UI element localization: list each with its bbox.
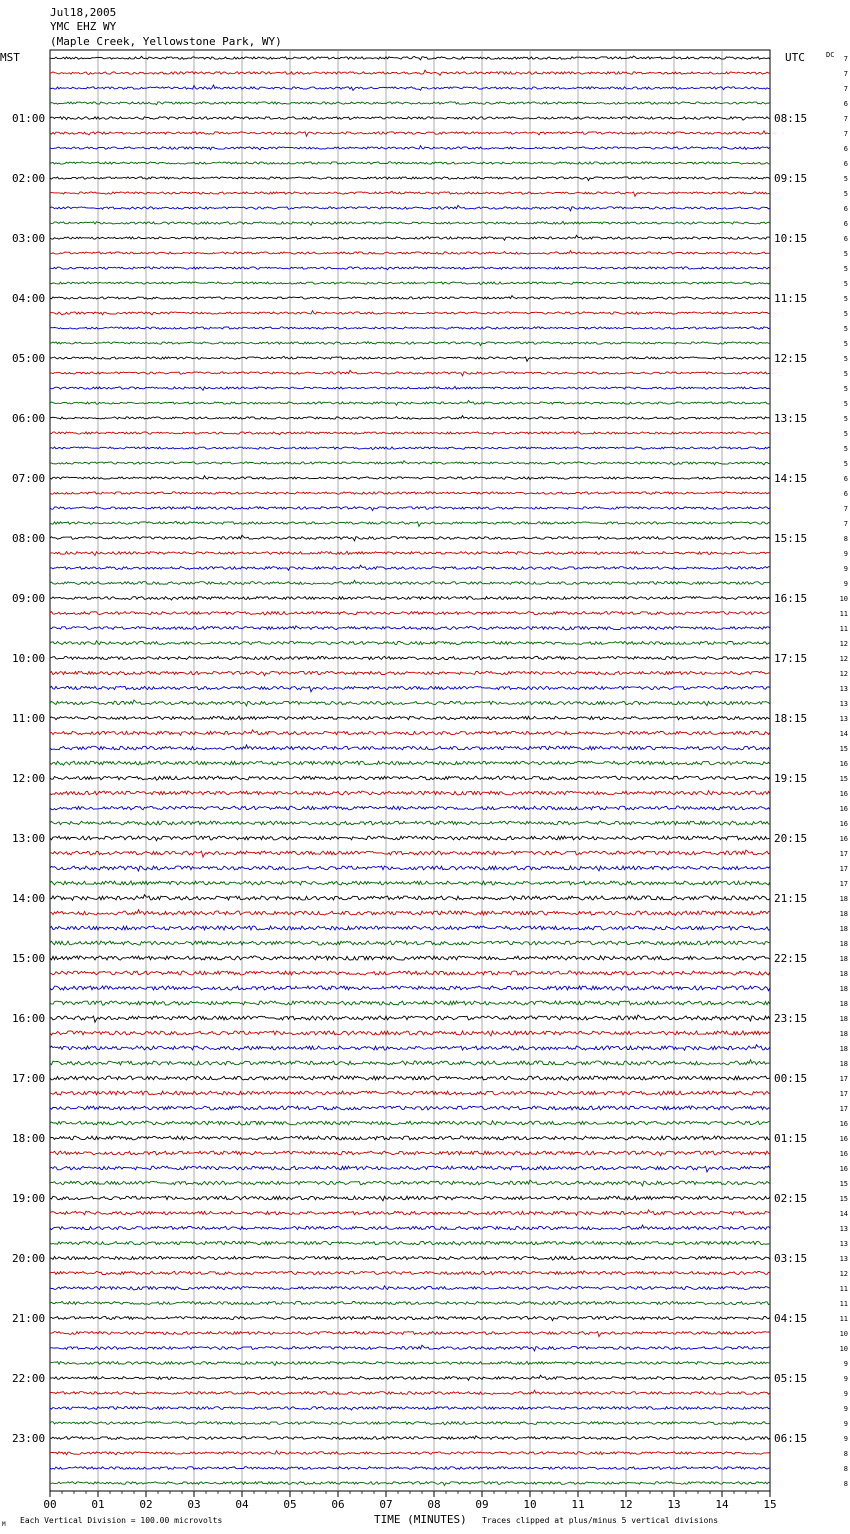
left-time-labels xyxy=(12,112,45,1445)
dc-offset-label: 15 xyxy=(839,775,848,783)
dc-offset-label: 5 xyxy=(843,190,848,198)
left-hour-label: 10:00 xyxy=(12,652,46,665)
scale-note: Each Vertical Division = 100.00 microvolts xyxy=(20,1516,223,1525)
seismogram-trace xyxy=(50,1436,770,1440)
left-hour-label: 09:00 xyxy=(12,592,46,605)
seismogram-trace xyxy=(50,881,770,885)
seismogram-trace xyxy=(50,1422,770,1425)
seismogram-trace xyxy=(50,1106,770,1110)
x-tick-label: 15 xyxy=(763,1498,777,1511)
left-hour-label: 20:00 xyxy=(12,1252,46,1265)
seismogram-trace xyxy=(50,1467,770,1470)
dc-offset-label: 9 xyxy=(843,1435,848,1443)
seismogram-trace xyxy=(50,745,770,750)
right-hour-label: 08:15 xyxy=(774,112,808,125)
dc-offset-label: 15 xyxy=(839,1195,848,1203)
header-date: Jul18,2005 xyxy=(50,6,117,19)
dc-offset-label: 16 xyxy=(839,1150,848,1158)
right-hour-label: 03:15 xyxy=(774,1252,808,1265)
header-location: (Maple Creek, Yellowstone Park, WY) xyxy=(50,35,282,48)
left-hour-label: 13:00 xyxy=(12,832,46,845)
dc-offset-label: 12 xyxy=(839,670,848,678)
seismogram-trace xyxy=(50,1031,770,1036)
dc-offset-label: 5 xyxy=(843,250,848,258)
dc-offset-label: 17 xyxy=(839,1075,848,1083)
seismogram-trace xyxy=(50,221,770,225)
seismogram-trace xyxy=(50,686,770,692)
dc-offset-label: 6 xyxy=(843,220,848,228)
right-hour-label: 10:15 xyxy=(774,232,808,245)
x-tick-label: 01 xyxy=(91,1498,105,1511)
dc-offset-label: 9 xyxy=(843,1405,848,1413)
seismogram-trace xyxy=(50,1375,770,1380)
seismogram-trace xyxy=(50,971,770,975)
dc-offset-label: 9 xyxy=(843,550,848,558)
dc-offset-label: 9 xyxy=(843,1360,848,1368)
x-tick-label: 03 xyxy=(187,1498,201,1511)
dc-offset-label: 16 xyxy=(839,1120,848,1128)
left-hour-label: 04:00 xyxy=(12,292,46,305)
right-hour-label: 20:15 xyxy=(774,832,808,845)
seismogram-trace xyxy=(50,626,770,630)
seismogram-trace xyxy=(50,1076,770,1080)
dc-offset-label: 8 xyxy=(843,1450,848,1458)
x-tick-label: 13 xyxy=(667,1498,681,1511)
right-hour-label: 15:15 xyxy=(774,532,808,545)
left-hour-label: 19:00 xyxy=(12,1192,46,1205)
dc-offset-label: 13 xyxy=(839,1240,848,1248)
dc-offset-label: 18 xyxy=(839,1015,848,1023)
seismogram-trace xyxy=(50,791,770,795)
seismogram-trace xyxy=(50,370,770,376)
dc-offset-label: 11 xyxy=(839,610,848,618)
left-hour-label: 12:00 xyxy=(12,772,46,785)
seismogram-trace xyxy=(50,1256,770,1260)
dc-offset-label: 9 xyxy=(843,580,848,588)
seismogram-trace xyxy=(50,1151,770,1156)
seismogram-trace xyxy=(50,177,770,181)
seismogram-trace xyxy=(50,565,770,570)
seismogram-trace xyxy=(50,1045,770,1051)
seismogram-trace xyxy=(50,1136,770,1140)
seismogram-trace xyxy=(50,356,770,361)
dc-offset-label: 18 xyxy=(839,910,848,918)
right-hour-label: 00:15 xyxy=(774,1072,808,1085)
x-axis xyxy=(43,1491,776,1511)
left-hour-label: 08:00 xyxy=(12,532,46,545)
seismogram-trace xyxy=(50,716,770,720)
seismogram-trace xyxy=(50,1001,770,1005)
dc-offset-label: 7 xyxy=(843,55,848,63)
seismogram-trace xyxy=(50,761,770,765)
dc-offset-label: 5 xyxy=(843,265,848,273)
seismogram-trace xyxy=(50,597,770,600)
left-hour-label: 22:00 xyxy=(12,1372,46,1385)
left-hour-label: 11:00 xyxy=(12,712,46,725)
dc-offset-label: 11 xyxy=(839,1285,848,1293)
dc-offset-label: 13 xyxy=(839,700,848,708)
x-tick-label: 06 xyxy=(331,1498,345,1511)
seismogram-trace xyxy=(50,117,770,120)
left-hour-label: 01:00 xyxy=(12,112,46,125)
seismogram-trace xyxy=(50,1180,770,1186)
x-tick-label: 08 xyxy=(427,1498,441,1511)
x-tick-label: 04 xyxy=(235,1498,249,1511)
right-hour-label: 22:15 xyxy=(774,952,808,965)
dc-offset-label: 11 xyxy=(839,1315,848,1323)
dc-offset-label: 7 xyxy=(843,85,848,93)
dc-offset-label: 6 xyxy=(843,490,848,498)
seismogram-trace xyxy=(50,1331,770,1336)
dc-offset-label: 5 xyxy=(843,310,848,318)
dc-offset-label: 6 xyxy=(843,145,848,153)
left-hour-label: 14:00 xyxy=(12,892,46,905)
seismogram-trace xyxy=(50,386,770,390)
right-hour-label: 18:15 xyxy=(774,712,808,725)
dc-offset-label: 5 xyxy=(843,415,848,423)
dc-offset-label: 15 xyxy=(839,1180,848,1188)
dc-offset-labels xyxy=(840,55,848,1488)
seismogram-trace xyxy=(50,700,770,706)
dc-offset-label: 5 xyxy=(843,400,848,408)
dc-offset-label: 18 xyxy=(839,970,848,978)
dc-offset-label: 11 xyxy=(839,1300,848,1308)
dc-offset-label: 15 xyxy=(839,745,848,753)
seismogram-trace xyxy=(50,102,770,105)
right-hour-label: 21:15 xyxy=(774,892,808,905)
right-hour-label: 23:15 xyxy=(774,1012,808,1025)
seismogram-trace xyxy=(50,476,770,480)
x-tick-label: 02 xyxy=(139,1498,153,1511)
dc-offset-label: 5 xyxy=(843,340,848,348)
dc-offset-label: 9 xyxy=(843,1420,848,1428)
dc-offset-label: 18 xyxy=(839,1045,848,1053)
seismogram-trace xyxy=(50,521,770,526)
seismogram-trace xyxy=(50,267,770,270)
seismogram-trace xyxy=(50,1317,770,1321)
left-hour-label: 03:00 xyxy=(12,232,46,245)
dc-offset-label: 9 xyxy=(843,565,848,573)
seismogram-trace xyxy=(50,251,770,255)
right-hour-label: 09:15 xyxy=(774,172,808,185)
seismogram-trace xyxy=(50,866,770,871)
seismogram-trace xyxy=(50,671,770,675)
seismogram-trace xyxy=(50,1271,770,1275)
dc-offset-label: 7 xyxy=(843,505,848,513)
trace-group xyxy=(50,56,770,1486)
left-hour-label: 05:00 xyxy=(12,352,46,365)
grid-lines xyxy=(50,50,770,1491)
left-axis-title: MST xyxy=(0,51,20,64)
right-hour-label: 19:15 xyxy=(774,772,808,785)
dc-offset-label: 14 xyxy=(839,1210,848,1218)
seismogram-trace xyxy=(50,492,770,494)
seismogram-trace xyxy=(50,1241,770,1245)
right-hour-label: 02:15 xyxy=(774,1192,808,1205)
dc-offset-label: 13 xyxy=(839,685,848,693)
left-hour-label: 07:00 xyxy=(12,472,46,485)
seismogram-trace xyxy=(50,641,770,645)
dc-offset-label: 8 xyxy=(843,1465,848,1473)
right-hour-label: 06:15 xyxy=(774,1432,808,1445)
dc-offset-label: 16 xyxy=(839,760,848,768)
seismogram-trace xyxy=(50,342,770,346)
seismogram-trace xyxy=(50,850,770,857)
seismogram-trace xyxy=(50,1286,770,1290)
left-hour-label: 23:00 xyxy=(12,1432,46,1445)
seismogram-trace xyxy=(50,895,770,901)
right-hour-label: 04:15 xyxy=(774,1312,808,1325)
left-hour-label: 18:00 xyxy=(12,1132,46,1145)
seismogram-trace xyxy=(50,56,770,60)
right-hour-label: 11:15 xyxy=(774,292,808,305)
dc-offset-label: 5 xyxy=(843,295,848,303)
seismogram-trace xyxy=(50,296,770,299)
seismogram-trace xyxy=(50,1407,770,1410)
seismogram-trace xyxy=(50,551,770,555)
dc-offset-label: 6 xyxy=(843,205,848,213)
dc-offset-label: 18 xyxy=(839,985,848,993)
seismogram-trace xyxy=(50,461,770,465)
dc-offset-label: 16 xyxy=(839,1135,848,1143)
seismogram-trace xyxy=(50,535,770,541)
left-hour-label: 21:00 xyxy=(12,1312,46,1325)
dc-offset-label: 17 xyxy=(839,850,848,858)
right-hour-label: 01:15 xyxy=(774,1132,808,1145)
seismogram-trace xyxy=(50,162,770,164)
dc-offset-label: 12 xyxy=(839,1270,848,1278)
dc-offset-label: 12 xyxy=(839,640,848,648)
seismogram-trace xyxy=(50,956,770,960)
left-hour-label: 06:00 xyxy=(12,412,46,425)
right-axis-title: UTC xyxy=(785,51,805,64)
seismogram-trace xyxy=(50,282,770,285)
dc-offset-label: 16 xyxy=(839,835,848,843)
dc-offset-label: 8 xyxy=(843,1480,848,1488)
dc-offset-label: 12 xyxy=(839,655,848,663)
dc-offset-label: 17 xyxy=(839,1105,848,1113)
seismogram-trace xyxy=(50,806,770,810)
seismogram-trace xyxy=(50,85,770,90)
x-tick-label: 09 xyxy=(475,1498,489,1511)
dc-offset-label: 13 xyxy=(839,1225,848,1233)
seismogram-trace xyxy=(50,432,770,435)
corner-mark: M xyxy=(2,1521,6,1528)
seismogram-trace xyxy=(50,580,770,584)
seismogram-trace xyxy=(50,1361,770,1365)
dc-offset-label: 10 xyxy=(839,1345,848,1353)
dc-offset-label: 17 xyxy=(839,865,848,873)
dc-offset-label: 5 xyxy=(843,430,848,438)
left-hour-label: 17:00 xyxy=(12,1072,46,1085)
dc-offset-label: 7 xyxy=(843,115,848,123)
dc-offset-label: 18 xyxy=(839,955,848,963)
seismogram-trace xyxy=(50,146,770,150)
right-hour-label: 16:15 xyxy=(774,592,808,605)
seismogram-trace xyxy=(50,416,770,420)
seismogram-trace xyxy=(50,131,770,136)
seismogram-trace xyxy=(50,821,770,825)
clip-note: Traces clipped at plus/minus 5 vertical divisions xyxy=(482,1516,719,1525)
dc-title: DC xyxy=(826,51,835,59)
seismogram-trace xyxy=(50,986,770,991)
seismogram-trace xyxy=(50,730,770,735)
seismogram-trace xyxy=(50,1225,770,1230)
seismogram-trace xyxy=(50,1166,770,1172)
seismogram-trace xyxy=(50,205,770,211)
x-tick-label: 10 xyxy=(523,1498,537,1511)
seismogram-trace xyxy=(50,235,770,240)
left-hour-label: 02:00 xyxy=(12,172,46,185)
dc-offset-label: 18 xyxy=(839,1000,848,1008)
plot-frame xyxy=(50,50,770,1491)
left-hour-label: 16:00 xyxy=(12,1012,46,1025)
dc-offset-label: 6 xyxy=(843,475,848,483)
dc-offset-label: 16 xyxy=(839,790,848,798)
dc-offset-label: 5 xyxy=(843,370,848,378)
dc-offset-label: 10 xyxy=(839,1330,848,1338)
seismogram-trace xyxy=(50,507,770,511)
dc-offset-label: 5 xyxy=(843,280,848,288)
dc-offset-label: 18 xyxy=(839,940,848,948)
x-tick-label: 14 xyxy=(715,1498,729,1511)
dc-offset-label: 7 xyxy=(843,130,848,138)
seismogram-trace xyxy=(50,400,770,405)
seismogram-trace xyxy=(50,1060,770,1065)
dc-offset-label: 18 xyxy=(839,1060,848,1068)
dc-offset-label: 16 xyxy=(839,1165,848,1173)
seismogram-trace xyxy=(50,327,770,329)
seismogram-trace xyxy=(50,836,770,841)
dc-offset-label: 6 xyxy=(843,160,848,168)
seismogram-trace xyxy=(50,1482,770,1486)
dc-offset-label: 16 xyxy=(839,820,848,828)
seismogram-trace xyxy=(50,1091,770,1095)
right-hour-label: 12:15 xyxy=(774,352,808,365)
dc-offset-label: 9 xyxy=(843,1390,848,1398)
header-station: YMC EHZ WY xyxy=(50,20,117,33)
dc-offset-label: 16 xyxy=(839,805,848,813)
dc-offset-label: 18 xyxy=(839,1030,848,1038)
dc-offset-label: 18 xyxy=(839,895,848,903)
seismogram-trace xyxy=(50,1390,770,1394)
seismogram-trace xyxy=(50,1345,770,1351)
dc-offset-label: 11 xyxy=(839,625,848,633)
x-tick-label: 05 xyxy=(283,1498,297,1511)
seismogram-trace xyxy=(50,1015,770,1022)
dc-offset-label: 17 xyxy=(839,1090,848,1098)
seismogram-trace xyxy=(50,1121,770,1125)
dc-offset-label: 7 xyxy=(843,520,848,528)
dc-offset-label: 6 xyxy=(843,100,848,108)
dc-offset-label: 8 xyxy=(843,535,848,543)
seismogram-trace xyxy=(50,910,770,916)
right-hour-label: 13:15 xyxy=(774,412,808,425)
x-axis-title: TIME (MINUTES) xyxy=(374,1513,467,1526)
dc-offset-label: 10 xyxy=(839,595,848,603)
dc-offset-label: 5 xyxy=(843,355,848,363)
dc-offset-label: 5 xyxy=(843,175,848,183)
dc-offset-label: 7 xyxy=(843,70,848,78)
seismogram-trace xyxy=(50,70,770,75)
right-hour-label: 17:15 xyxy=(774,652,808,665)
seismogram-trace xyxy=(50,612,770,615)
right-hour-label: 14:15 xyxy=(774,472,808,485)
dc-offset-label: 5 xyxy=(843,385,848,393)
right-hour-label: 05:15 xyxy=(774,1372,808,1385)
left-hour-label: 15:00 xyxy=(12,952,46,965)
x-tick-label: 00 xyxy=(43,1498,57,1511)
seismogram-trace xyxy=(50,311,770,315)
x-tick-label: 11 xyxy=(571,1498,585,1511)
seismogram-trace xyxy=(50,447,770,450)
seismogram-trace xyxy=(50,656,770,659)
seismogram-trace xyxy=(50,1302,770,1305)
right-time-labels xyxy=(774,112,807,1445)
dc-offset-label: 9 xyxy=(843,1375,848,1383)
dc-offset-label: 5 xyxy=(843,460,848,468)
seismogram-trace xyxy=(50,1196,770,1201)
dc-offset-label: 5 xyxy=(843,445,848,453)
seismogram-trace xyxy=(50,1210,770,1215)
dc-offset-label: 18 xyxy=(839,925,848,933)
dc-offset-label: 17 xyxy=(839,880,848,888)
dc-offset-label: 13 xyxy=(839,1255,848,1263)
seismogram-trace xyxy=(50,776,770,780)
dc-offset-label: 6 xyxy=(843,235,848,243)
x-tick-label: 12 xyxy=(619,1498,633,1511)
seismogram-trace xyxy=(50,926,770,930)
dc-offset-label: 13 xyxy=(839,715,848,723)
x-tick-label: 07 xyxy=(379,1498,393,1511)
seismogram-trace xyxy=(50,941,770,945)
dc-offset-label: 5 xyxy=(843,325,848,333)
seismogram-trace xyxy=(50,191,770,196)
seismogram-trace xyxy=(50,1451,770,1455)
dc-offset-label: 14 xyxy=(839,730,848,738)
